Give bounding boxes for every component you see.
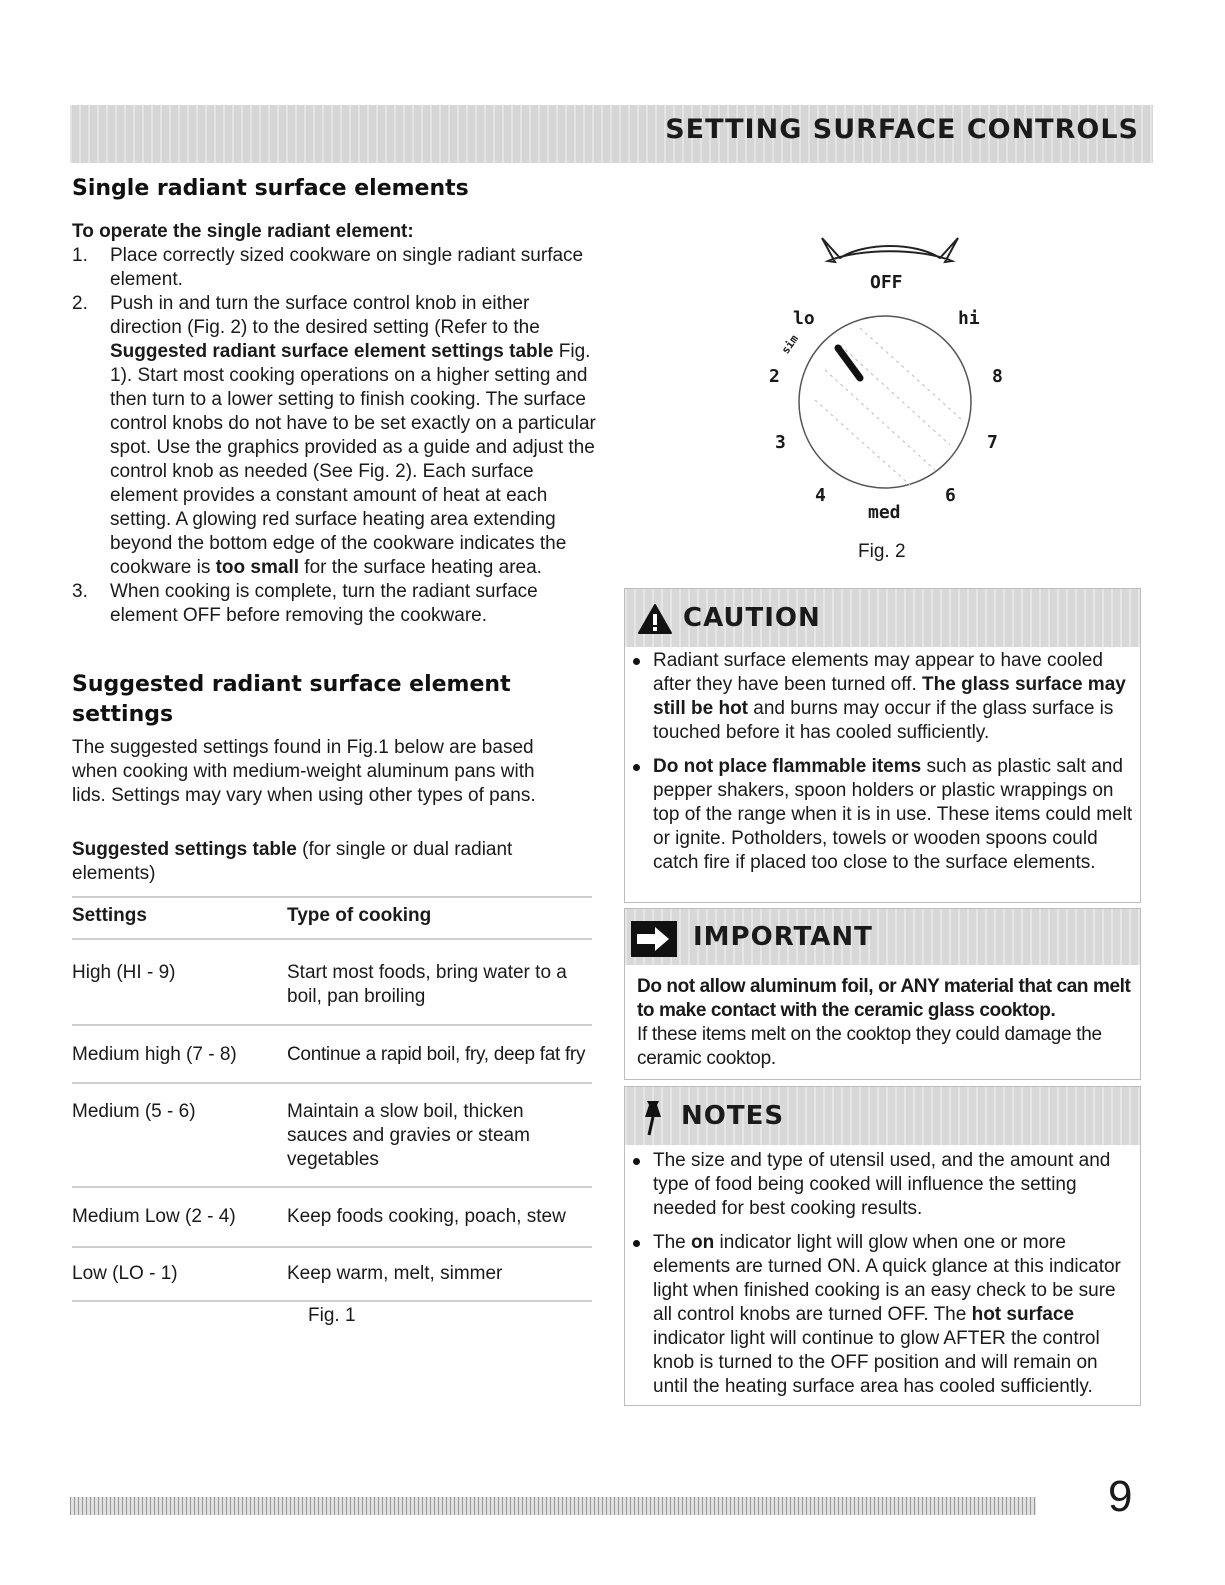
step-text: Push in and turn the surface control knob in either direction (Fig. 2) to the desired setting (Refer to the xyxy=(110,293,540,338)
table-cell-cooking: Keep foods cooking, poach, stew xyxy=(287,1206,566,1227)
important-box xyxy=(624,908,1141,1080)
page-title: SETTING SURFACE CONTROLS xyxy=(665,114,1139,145)
section-suggested-settings xyxy=(72,670,602,808)
notes-title: NOTES xyxy=(681,1101,785,1131)
bullet-icon xyxy=(633,1240,640,1247)
step-text: for the surface heating area. xyxy=(299,557,542,578)
notes-box xyxy=(624,1086,1141,1406)
notes-text: indicator light will glow when one or more elements are turned ON. A quick glance at this indicator light when finished cooking is an easy check to be sure all control knobs are turned OFF. The xyxy=(653,1232,1121,1325)
section-title: Single radiant surface elements xyxy=(72,176,469,201)
notes-list xyxy=(627,1149,1135,1409)
caution-item xyxy=(627,649,1135,745)
dial-label-off: OFF xyxy=(870,272,903,293)
important-warning: Do not allow aluminum foil, or ANY material that can melt to make contact with the ceramic glass cooktop. xyxy=(637,976,1131,1021)
step-bold-warning: too small xyxy=(215,557,300,578)
dial-label-2: 2 xyxy=(769,366,780,387)
knob-diagram xyxy=(740,230,1040,562)
table-rule xyxy=(72,896,592,898)
table-cell-cooking: Maintain a slow boil, thicken sauces and gravies or steam vegetables xyxy=(287,1101,530,1170)
dial-label-4: 4 xyxy=(815,485,826,506)
table-cell-cooking: Continue a rapid boil, fry, deep fat fry xyxy=(287,1044,586,1065)
step-number: 2. xyxy=(72,293,88,314)
bullet-icon xyxy=(633,1158,640,1165)
table-rule xyxy=(72,938,592,940)
table-rule xyxy=(72,1186,592,1188)
table-rule xyxy=(72,1246,592,1248)
caution-text: and burns may occur if the glass surface is touched before it has cooled sufficiently. xyxy=(653,698,1114,743)
important-title: IMPORTANT xyxy=(693,922,873,952)
step-number: 1. xyxy=(72,245,88,266)
notes-text: The size and type of utensil used, and the amount and type of food being cooked will influence the setting needed for best cooking results. xyxy=(653,1150,1111,1219)
dial-label-3: 3 xyxy=(775,432,786,453)
notes-item xyxy=(627,1149,1135,1221)
notes-bold: hot surface xyxy=(971,1304,1075,1325)
caution-title: CAUTION xyxy=(683,603,821,633)
table-caption xyxy=(72,838,572,886)
section-title: Suggested radiant surface element settings xyxy=(72,672,511,727)
step-item xyxy=(72,244,602,292)
notes-bold: on xyxy=(691,1232,715,1253)
important-body: If these items melt on the cooktop they could damage the ceramic cooktop. xyxy=(637,1024,1102,1069)
notes-text: indicator light will continue to glow AFTER the control knob is turned to the OFF position and will remain on until the heating surface area has cooled sufficiently. xyxy=(653,1328,1100,1397)
step-item xyxy=(72,580,602,628)
table-rule xyxy=(72,1082,592,1084)
footer-band xyxy=(70,1497,1036,1515)
table-rule xyxy=(72,1300,592,1302)
dial-label-7: 7 xyxy=(987,432,998,453)
section-body: The suggested settings found in Fig.1 below are based when cooking with medium-weight aluminum pans with lids. Settings may vary when using other types of pans. xyxy=(72,737,536,806)
dial-label-hi: hi xyxy=(958,308,980,329)
dial-label-med: med xyxy=(868,502,901,523)
warning-triangle-icon xyxy=(637,603,673,635)
table-cell-cooking: Start most foods, bring water to a boil, pan broiling xyxy=(287,962,567,1007)
step-bold-ref: Suggested radiant surface element settings table xyxy=(110,341,554,362)
page-number: 9 xyxy=(1108,1472,1133,1521)
table-cell-setting: High (HI - 9) xyxy=(72,962,176,983)
bullet-icon xyxy=(633,658,640,665)
table-caption-bold: Suggested settings table xyxy=(72,839,297,860)
caution-text: Radiant surface elements may appear to have cooled after they have been turned off. xyxy=(653,650,1103,695)
table-rule xyxy=(72,1024,592,1026)
pushpin-icon xyxy=(639,1099,669,1137)
dial-label-sim: sim xyxy=(778,332,801,357)
arrow-right-icon xyxy=(631,921,677,957)
instructions-lead: To operate the single radiant element: xyxy=(72,221,414,242)
caution-list xyxy=(627,649,1135,885)
notes-item xyxy=(627,1231,1135,1399)
table-cell-cooking: Keep warm, melt, simmer xyxy=(287,1263,503,1284)
caution-bold: The glass surface may still be hot xyxy=(653,674,1126,719)
step-text: Fig. 1). Start most cooking operations on a higher setting and then turn to a lower setting to finish cooking. The surface control knobs do not have to be set exactly on a particular spot. Use the graphics provided as a guide and adjust the control knob as needed (See Fig. 2). Each surface element provides a constant amount of heat at each setting. A glowing red surface heating area extending beyond the bottom edge of the cookware indicates the cookware is xyxy=(110,341,596,578)
caution-text: such as plastic salt and pepper shakers, spoon holders or plastic wrappings on top of the range when it is in use. These items could melt or ignite. Potholders, towels or wooden spoons could catch fire if placed too close to the surface elements. xyxy=(653,756,1133,873)
caution-bold: Do not place flammable items xyxy=(653,756,922,777)
bullet-icon xyxy=(633,764,640,771)
table-cell-setting: Low (LO - 1) xyxy=(72,1263,178,1284)
table-header-type: Type of cooking xyxy=(287,905,432,926)
rotation-arrow-icon xyxy=(822,238,958,262)
steps-list xyxy=(72,244,602,628)
section-single-radiant xyxy=(72,174,602,628)
table-header-settings: Settings xyxy=(72,905,147,926)
dial-label-lo: lo xyxy=(793,308,815,329)
step-item xyxy=(72,292,602,580)
dial-label-6: 6 xyxy=(945,485,956,506)
caution-item xyxy=(627,755,1135,875)
dial-label-8: 8 xyxy=(992,366,1003,387)
table-caption-text: (for single or dual radiant elements) xyxy=(72,839,513,884)
caution-box xyxy=(624,588,1141,903)
notes-text: The xyxy=(653,1232,692,1253)
table-cell-setting: Medium high (7 - 8) xyxy=(72,1044,237,1065)
table-cell-setting: Medium (5 - 6) xyxy=(72,1101,196,1122)
table-cell-setting: Medium Low (2 - 4) xyxy=(72,1206,236,1227)
step-text: Place correctly sized cookware on single radiant surface element. xyxy=(110,245,584,290)
step-text: When cooking is complete, turn the radiant surface element OFF before removing the cookware. xyxy=(110,581,538,626)
figure-2-caption: Fig. 2 xyxy=(858,541,906,562)
figure-1-caption: Fig. 1 xyxy=(308,1305,356,1326)
step-number: 3. xyxy=(72,581,88,602)
